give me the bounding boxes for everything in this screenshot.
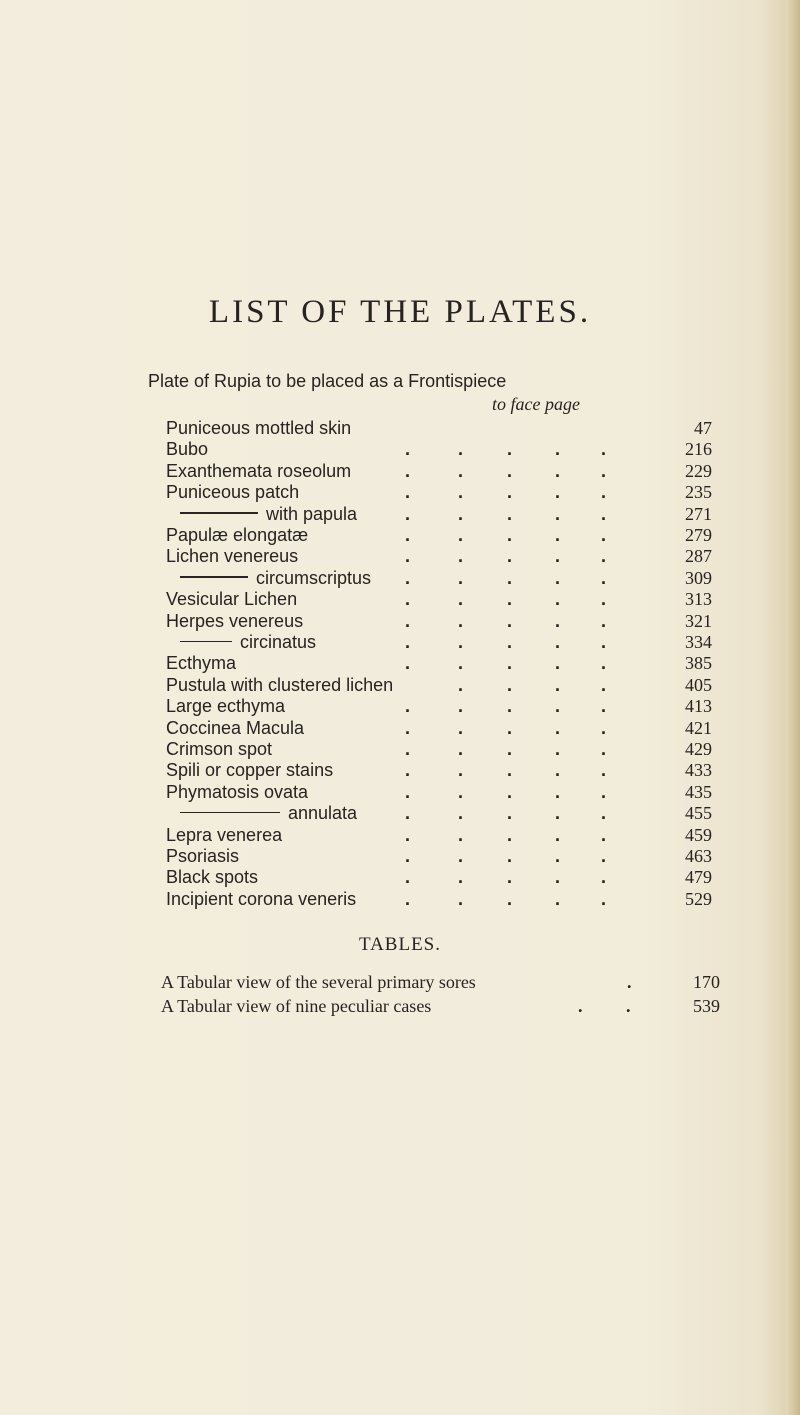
leader-dot: .	[405, 717, 411, 738]
plate-entry	[0, 589, 800, 613]
plate-entry	[0, 418, 800, 442]
plate-label	[166, 611, 303, 632]
leader-dot: .	[601, 439, 607, 460]
plate-label	[166, 675, 393, 696]
leader-dot: .	[507, 482, 513, 503]
leader-dot: .	[458, 781, 464, 802]
plate-entry	[0, 611, 800, 635]
leader-dot: .	[458, 696, 464, 717]
leader-dot: .	[507, 439, 513, 460]
plate-label	[166, 525, 308, 546]
plate-label	[180, 504, 357, 525]
plate-label	[180, 632, 316, 653]
plate-page-number: 313	[685, 589, 712, 610]
plate-page-number: 405	[685, 674, 712, 695]
leader-dot: .	[458, 674, 464, 695]
plate-label-text: Lepra venerea	[166, 824, 283, 845]
plate-entry	[0, 568, 800, 592]
plate-page-number: 413	[685, 696, 712, 717]
leader-dot: .	[601, 739, 607, 759]
leader-dot: .	[601, 653, 607, 674]
leader-dot: .	[555, 589, 561, 610]
plate-page-number: 459	[685, 824, 712, 845]
leader-dot: .	[405, 803, 411, 824]
plate-label	[166, 546, 298, 567]
plate-entry	[0, 461, 800, 485]
leader-dot: .	[458, 632, 464, 652]
plate-entry	[0, 825, 800, 849]
plate-label	[180, 803, 357, 824]
leader-dot: .	[555, 781, 561, 802]
leader-dot: .	[601, 674, 607, 695]
leader-dot: .	[555, 867, 561, 888]
leader-dot: .	[405, 846, 411, 866]
leader-dot: .	[601, 589, 607, 610]
plate-page-number: 529	[685, 888, 712, 909]
plate-label	[180, 568, 371, 589]
plate-label-text: Large ecthyma	[166, 696, 286, 717]
column-heading: to face page	[492, 394, 580, 414]
leader-dot: .	[405, 567, 411, 588]
leader-dot: .	[555, 567, 561, 588]
plate-label	[166, 867, 258, 888]
leader-dot: .	[555, 674, 561, 695]
plate-label	[166, 760, 333, 781]
leader-dot: .	[555, 824, 561, 845]
leader-dot: .	[458, 503, 464, 524]
leader-dot: .	[507, 867, 513, 888]
leader-dot: .	[507, 589, 513, 610]
plate-entry	[0, 760, 800, 784]
tables-heading: TABLES.	[358, 934, 441, 955]
plate-page-number: 334	[685, 632, 712, 652]
plate-entry	[0, 803, 800, 827]
table-label: A Tabular view of nine peculiar cases	[161, 996, 432, 1016]
plate-page-number: 321	[685, 610, 712, 631]
leader-dot: .	[601, 803, 607, 824]
leader-dot: .	[458, 846, 464, 866]
leader-dot: .	[555, 632, 561, 652]
plate-label	[166, 461, 351, 482]
leader-dot: .	[458, 525, 464, 545]
leader-dot: .	[458, 803, 464, 824]
leader-dot: .	[405, 888, 411, 909]
leader-dot: .	[555, 610, 561, 631]
leader-dot: .	[601, 503, 607, 524]
plate-label-text: Black spots	[166, 867, 259, 888]
plate-label	[166, 589, 297, 610]
plate-label	[166, 696, 285, 717]
leader-dot: .	[601, 525, 607, 545]
plate-label-text: Herpes venereus	[166, 610, 304, 631]
plate-label-text: Spili or copper stains	[166, 760, 334, 781]
leader-dot: .	[601, 460, 607, 481]
ditto-dash	[180, 576, 248, 578]
leader-dot: .	[458, 888, 464, 909]
plate-page-number: 429	[685, 739, 712, 759]
plate-label	[166, 418, 351, 439]
leader-dot: .	[458, 439, 464, 460]
plate-label-text: annulata	[288, 803, 358, 824]
leader-dot: .	[555, 653, 561, 674]
plate-page-number: 271	[685, 503, 712, 524]
leader-dot: .	[405, 460, 411, 481]
table-page-number: 170	[693, 972, 720, 992]
plate-entry	[0, 653, 800, 677]
plate-page-number: 229	[685, 460, 712, 481]
leader-dot: .	[405, 867, 411, 888]
leader-dot: .	[601, 846, 607, 866]
leader-dot: .	[458, 824, 464, 845]
plate-page-number: 479	[685, 867, 712, 888]
plate-label-text: Puniceous patch	[166, 482, 300, 503]
leader-dot: .	[507, 888, 513, 909]
plate-label-text: Pustula with clustered lichen	[166, 674, 394, 695]
plate-label	[166, 653, 236, 674]
plate-label-text: Incipient corona veneris	[166, 888, 357, 909]
plate-entry	[0, 846, 800, 870]
plate-label	[166, 739, 272, 760]
leader-dot: .	[507, 653, 513, 674]
leader-dot: .	[555, 546, 561, 567]
leader-dot: .	[601, 824, 607, 845]
leader-dot: .	[601, 717, 607, 738]
leader-dot: .	[405, 781, 411, 802]
plate-label	[166, 482, 299, 503]
leader-dot: .	[507, 803, 513, 824]
plate-page-number: 279	[685, 525, 712, 545]
plate-label-text: Papulæ elongatæ	[166, 525, 309, 545]
leader-dot: .	[578, 996, 583, 1016]
leader-dot: .	[507, 739, 513, 759]
plate-page-number: 433	[685, 760, 712, 781]
table-entry	[0, 972, 800, 996]
leader-dot: .	[601, 867, 607, 888]
plate-label-text: Coccinea Macula	[166, 717, 305, 738]
plate-label	[166, 889, 356, 910]
leader-dot: .	[555, 525, 561, 545]
plate-page-number: 287	[685, 546, 712, 567]
leader-dot: .	[507, 567, 513, 588]
leader-dot: .	[601, 610, 607, 631]
leader-dot: .	[458, 717, 464, 738]
plate-label-text: circumscriptus	[256, 567, 372, 588]
leader-dot: .	[507, 525, 513, 545]
leader-dot: .	[458, 760, 464, 781]
leader-dot: .	[458, 460, 464, 481]
plate-entry	[0, 696, 800, 720]
plate-label-text: Puniceous mottled skin	[166, 418, 352, 438]
ditto-dash	[180, 812, 280, 814]
leader-dot: .	[458, 610, 464, 631]
leader-dot: .	[555, 439, 561, 460]
page-title: LIST OF THE PLATES.	[208, 294, 592, 330]
plate-label-text: Phymatosis ovata	[166, 781, 309, 802]
plate-entry	[0, 482, 800, 506]
plate-page-number: 435	[685, 781, 712, 802]
plate-label	[166, 782, 308, 803]
leader-dot: .	[405, 525, 411, 545]
leader-dot: .	[507, 696, 513, 717]
plate-label-text: Exanthemata roseolum	[166, 460, 352, 481]
leader-dot: .	[555, 482, 561, 503]
leader-dot: .	[555, 717, 561, 738]
leader-dot: .	[555, 760, 561, 781]
leader-dot: .	[405, 610, 411, 631]
plate-page-number: 421	[685, 717, 712, 738]
leader-dot: .	[555, 460, 561, 481]
plate-entry	[0, 525, 800, 549]
leader-dot: .	[458, 546, 464, 567]
leader-dot: .	[507, 717, 513, 738]
plate-label-text: Lichen venereus	[166, 546, 299, 567]
leader-dot: .	[555, 503, 561, 524]
leader-dot: .	[507, 503, 513, 524]
leader-dot: .	[458, 739, 464, 759]
plate-page-number: 463	[685, 846, 712, 866]
leader-dot: .	[601, 760, 607, 781]
leader-dot: .	[458, 567, 464, 588]
plate-page-number: 235	[685, 482, 712, 503]
leader-dot: .	[507, 674, 513, 695]
plate-label-text: Crimson spot	[166, 739, 273, 759]
plate-page-number: 455	[685, 803, 712, 824]
leader-dot: .	[507, 824, 513, 845]
table-page-number: 539	[693, 996, 720, 1016]
leader-dot: .	[601, 781, 607, 802]
plate-label	[166, 846, 239, 867]
plate-label-text: Psoriasis	[166, 846, 240, 866]
plate-page-number: 309	[685, 567, 712, 588]
plate-label	[166, 439, 208, 460]
plate-entry	[0, 889, 800, 913]
plate-entry	[0, 718, 800, 742]
leader-dot: .	[507, 546, 513, 567]
leader-dot: .	[458, 589, 464, 610]
leader-dot: .	[405, 760, 411, 781]
plate-entry	[0, 439, 800, 463]
leader-dot: .	[626, 996, 631, 1016]
leader-dot: .	[507, 760, 513, 781]
leader-dot: .	[405, 439, 411, 460]
leader-dot: .	[507, 460, 513, 481]
ditto-dash	[180, 512, 258, 514]
plate-entry	[0, 632, 800, 656]
plate-label-text: with papula	[266, 503, 358, 524]
leader-dot: .	[405, 653, 411, 674]
plate-entry	[0, 675, 800, 699]
leader-dot: .	[507, 632, 513, 652]
leader-dot: .	[601, 696, 607, 717]
leader-dot: .	[458, 653, 464, 674]
plate-entry	[0, 867, 800, 891]
leader-dot: .	[405, 503, 411, 524]
plate-page-number: 385	[685, 653, 712, 674]
plate-label-text: Vesicular Lichen	[166, 589, 298, 610]
leader-dot: .	[507, 846, 513, 866]
leader-dot: .	[555, 739, 561, 759]
leader-dot: .	[405, 482, 411, 503]
leader-dot: .	[601, 482, 607, 503]
plate-label-text: Bubo	[166, 439, 209, 460]
leader-dot: .	[601, 546, 607, 567]
leader-dot: .	[405, 632, 411, 652]
plate-label	[166, 825, 282, 846]
leader-dot: .	[555, 846, 561, 866]
table-label: A Tabular view of the several primary sores	[161, 972, 476, 992]
leader-dot: .	[601, 567, 607, 588]
leader-dot: .	[405, 824, 411, 845]
plate-label-text: Ecthyma	[166, 653, 237, 674]
leader-dot: .	[601, 888, 607, 909]
plate-page-number: 216	[685, 439, 712, 460]
leader-dot: .	[458, 482, 464, 503]
leader-dot: .	[627, 972, 632, 992]
leader-dot: .	[555, 803, 561, 824]
frontispiece-note: Plate of Rupia to be placed as a Frontispiece	[148, 371, 507, 391]
plate-entry	[0, 546, 800, 570]
leader-dot: .	[405, 739, 411, 759]
plate-page-number: 47	[694, 418, 712, 438]
leader-dot: .	[507, 610, 513, 631]
plate-entry	[0, 782, 800, 806]
plate-entry	[0, 504, 800, 528]
plate-label	[166, 718, 304, 739]
plate-entry	[0, 739, 800, 763]
leader-dot: .	[405, 546, 411, 567]
leader-dot: .	[507, 781, 513, 802]
ditto-dash	[180, 641, 232, 643]
plate-label-text: circinatus	[240, 632, 317, 652]
leader-dot: .	[555, 888, 561, 909]
leader-dot: .	[555, 696, 561, 717]
leader-dot: .	[601, 632, 607, 652]
leader-dot: .	[405, 696, 411, 717]
leader-dot: .	[405, 589, 411, 610]
table-entry	[0, 996, 800, 1020]
leader-dot: .	[458, 867, 464, 888]
